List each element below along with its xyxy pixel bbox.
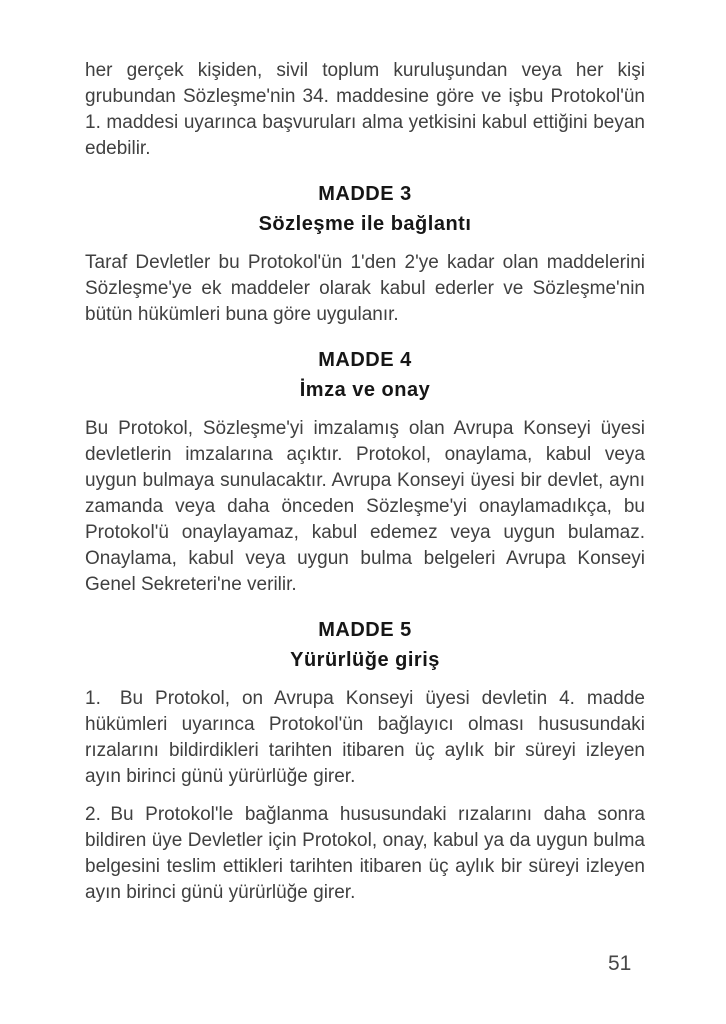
madde-4-paragraph: Bu Protokol, Sözleşme'yi imzalamış olan Avrupa Konseyi üyesi devletlerin imzalarına açıktır. Protokol, onaylama, kabul veya uygun bulmaya sunulacaktır. Avrupa Konseyi üyesi bir devlet, aynı zamanda veya daha önceden Sözleşme'yi onaylamadıkça, bu Protokol'ü onaylayamaz, kabul edemez veya uygun bulamaz. Onaylama, kabul veya uygun bulma belgeleri Avrupa Konseyi Genel Sekreteri'ne verilir.: [85, 418, 645, 595]
document-page: [85, 58, 645, 918]
madde-3-subheading: Sözleşme ile bağlantı: [258, 213, 472, 235]
madde-5-paragraph-1: 1. Bu Protokol, on Avrupa Konseyi üyesi devletin 4. madde hükümleri uyarınca Protokol'ün bağlayıcı olması hususundaki rızalarını bildirdikleri tarihten itibaren üç aylık bir süreyi izleyen ayın birinci günü yürürlüğe girer.: [85, 688, 645, 787]
intro-paragraph: her gerçek kişiden, sivil toplum kuruluşundan veya her kişi grubundan Sözleşme'nin 34. maddesine göre ve işbu Protokol'ün 1. maddesi uyarınca başvuruları alma yetkisini kabul ettiğini beyan edebilir.: [85, 60, 645, 159]
madde-4-heading: MADDE 4: [318, 349, 412, 371]
madde-5-subheading: Yürürlüğe giriş: [290, 649, 440, 671]
section-madde-3: [85, 180, 645, 328]
madde-4-subheading: İmza ve onay: [299, 379, 431, 401]
section-madde-4: [85, 346, 645, 598]
madde-3-paragraph: Taraf Devletler bu Protokol'ün 1'den 2'ye kadar olan maddelerini Sözleşme'ye ek maddeler olarak kabul ederler ve Sözleşme'nin bütün hükümleri buna göre uygulanır.: [85, 252, 645, 325]
page-number: 51: [608, 952, 632, 975]
madde-3-heading: MADDE 3: [318, 183, 412, 205]
section-madde-5: [85, 616, 645, 906]
madde-5-paragraph-2: 2. Bu Protokol'le bağlanma hususundaki rızalarını daha sonra bildiren üye Devletler için Protokol, onay, kabul ya da uygun bulma belgesini teslim ettikleri tarihten itibaren üç aylık bir süreyi izleyen ayın birinci günü yürürlüğe girer.: [85, 804, 645, 903]
madde-5-heading: MADDE 5: [318, 619, 412, 641]
